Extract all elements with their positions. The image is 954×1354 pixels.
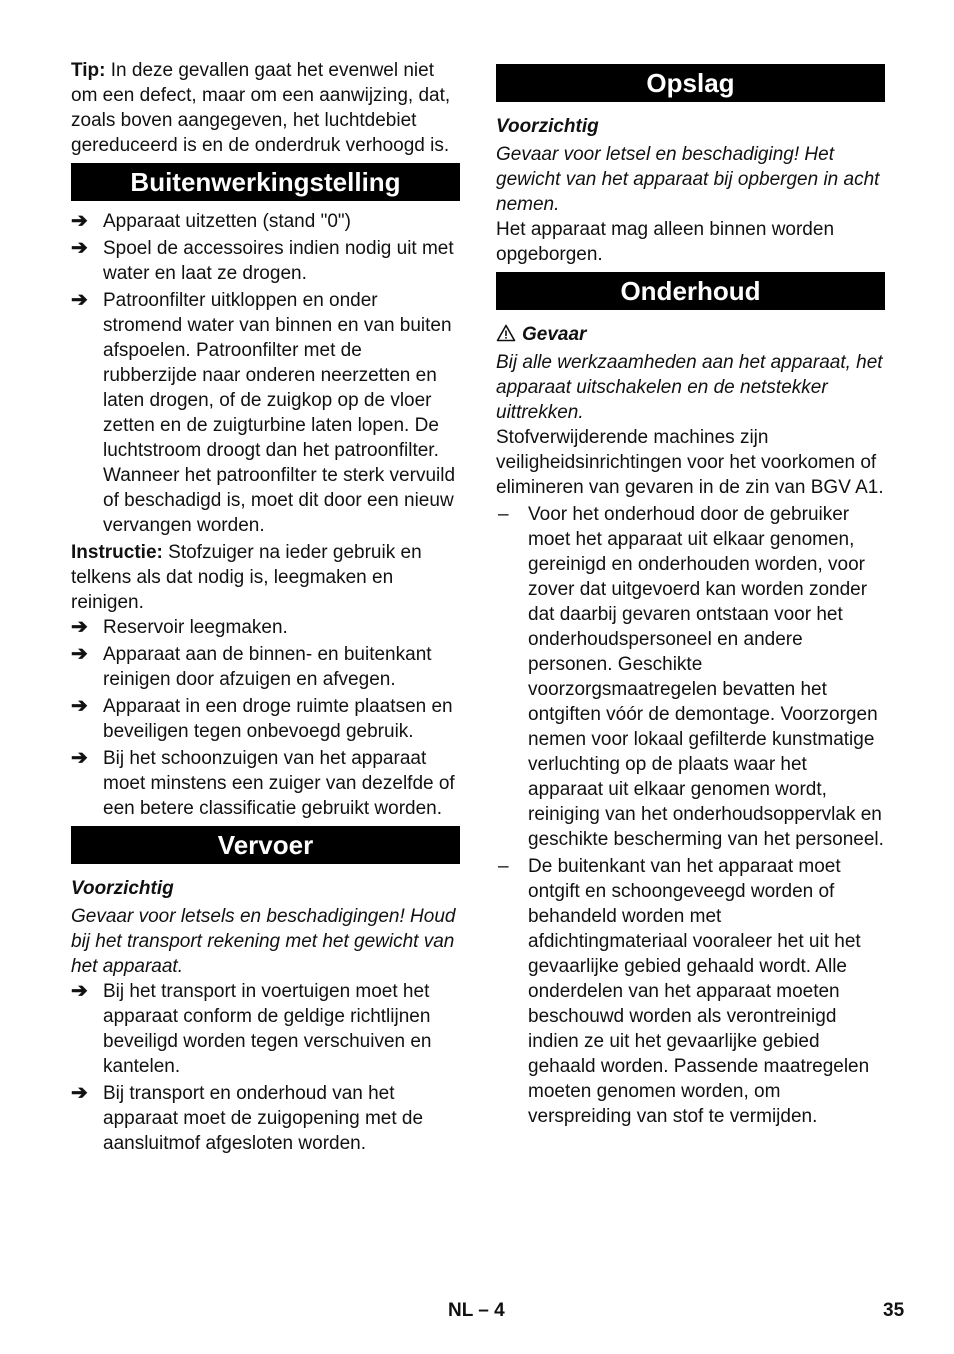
right-column xyxy=(496,58,885,1131)
section-heading-buitenwerkingstelling: Buitenwerkingstelling xyxy=(71,163,460,201)
section-heading-onderhoud: Onderhoud xyxy=(496,272,885,310)
left-column xyxy=(71,58,460,1158)
dash-bullet: – xyxy=(498,504,509,525)
caution-text: Gevaar voor letsels en beschadigingen! Houd bij het transport rekening met het gewicht van het apparaat. xyxy=(71,906,456,977)
section-heading-opslag: Opslag xyxy=(496,64,885,102)
instruction-paragraph xyxy=(71,540,460,615)
arrow-icon: ➔ xyxy=(71,289,88,311)
list-item: ➔ Reservoir leegmaken. xyxy=(71,616,288,638)
maintenance-text: Stofverwijderende machines zijn veiligheidsinrichtingen voor het voorkomen of elimineren van gevaren in de zin van BGV A1. xyxy=(496,427,884,498)
danger-text: Bij alle werkzaamheden aan het apparaat, het apparaat uitschakelen en de netstekker uittrekken. xyxy=(496,352,883,423)
caution-label: Voorzichtig xyxy=(496,116,599,137)
tip-text: In deze gevallen gaat het evenwel niet om een defect, maar om een aanwijzing, dat, zoals boven aangegeven, het luchtdebiet gereduceerd is en de onderdruk verhoogd is. xyxy=(71,60,451,156)
list-item: – Voor het onderhoud door de gebruiker moet het apparaat uit elkaar genomen, gereinigd en onderhouden worden, voor zover dat uitgevoerd kan worden zonder dat daarbij gevaren ontstaan voor het onderhoudspersoneel en andere personen. Geschikte voorzorgsmaatregelen bevatten het ontgiften vóór de demontage. Voorzorgen nemen voor lokaal gefilterde kunstmatige verluchting op de plaats waar het apparaat uit elkaar genomen wordt, reiniging van het onderhoudsoppervlak en geschikte bescherming van het personeel. xyxy=(498,504,884,850)
arrow-icon: ➔ xyxy=(71,695,88,717)
caution-text: Gevaar voor letsel en beschadiging! Het gewicht van het apparaat bij opbergen in acht nemen. xyxy=(496,144,880,215)
list-item: – De buitenkant van het apparaat moet ontgift en schoongeveegd worden of behandeld worden met afdichtingmateriaal vooraleer het uit het gevaarlijke gebied gehaald wordt. Alle onderdelen van het apparaat moeten beschouwd worden als verontreinigd indien ze uit het gevaarlijke gebied gehaald worden. Passende maatregelen moeten genomen worden, om verspreiding van stof te vermijden. xyxy=(498,856,870,1127)
footer-page-number: 35 xyxy=(883,1300,905,1321)
arrow-icon: ➔ xyxy=(71,980,88,1002)
instruction-label: Instructie: xyxy=(71,542,163,563)
list-item: ➔ Bij het schoonzuigen van het apparaat moet minstens een zuiger van dezelfde of een betere classificatie gebruikt worden. xyxy=(71,747,455,819)
arrow-icon: ➔ xyxy=(71,643,88,665)
list-item: ➔ Apparaat uitzetten (stand "0") xyxy=(71,210,351,232)
list-item: ➔ Spoel de accessoires indien nodig uit met water en laat ze drogen. xyxy=(71,237,454,284)
list-item: ➔ Apparaat aan de binnen- en buitenkant reinigen door afzuigen en afvegen. xyxy=(71,643,432,690)
instruction-text: Stofzuiger na ieder gebruik en telkens als dat nodig is, leegmaken en reinigen. xyxy=(71,542,422,613)
tip-paragraph xyxy=(71,58,460,158)
arrow-icon: ➔ xyxy=(71,237,88,259)
tip-label: Tip: xyxy=(71,60,106,81)
warning-triangle-icon xyxy=(496,324,516,342)
caution-label: Voorzichtig xyxy=(71,878,174,899)
list-item: ➔ Patroonfilter uitkloppen en onder stromend water van binnen en van buiten afspoelen. Patroonfilter met de rubberzijde naar onderen neerzetten en laten drogen, of de zuigkop op de vloer zetten en de zuigturbine laten lopen. De luchtstroom droogt dan het patroonfilter. Wanneer het patroonfilter te sterk vervuild of beschadigd is, moet dit door een nieuw vervangen worden. xyxy=(71,289,456,536)
storage-text: Het apparaat mag alleen binnen worden opgeborgen. xyxy=(496,219,835,265)
arrow-icon: ➔ xyxy=(71,616,88,638)
danger-label: Gevaar xyxy=(496,322,885,347)
arrow-icon: ➔ xyxy=(71,210,88,232)
section-heading-vervoer: Vervoer xyxy=(71,826,460,864)
arrow-icon: ➔ xyxy=(71,1082,88,1104)
list-item: ➔ Bij transport en onderhoud van het apparaat moet de zuigopening met de aansluitmof afgesloten worden. xyxy=(71,1082,424,1154)
footer-lang-page: NL – 4 xyxy=(448,1300,505,1321)
arrow-icon: ➔ xyxy=(71,747,88,769)
list-item: ➔ Bij het transport in voertuigen moet het apparaat conform de geldige richtlijnen beveiligd worden tegen verschuiven en kantelen. xyxy=(71,980,432,1077)
list-item: ➔ Apparaat in een droge ruimte plaatsen en beveiligen tegen onbevoegd gebruik. xyxy=(71,695,453,742)
dash-bullet: – xyxy=(498,856,509,877)
